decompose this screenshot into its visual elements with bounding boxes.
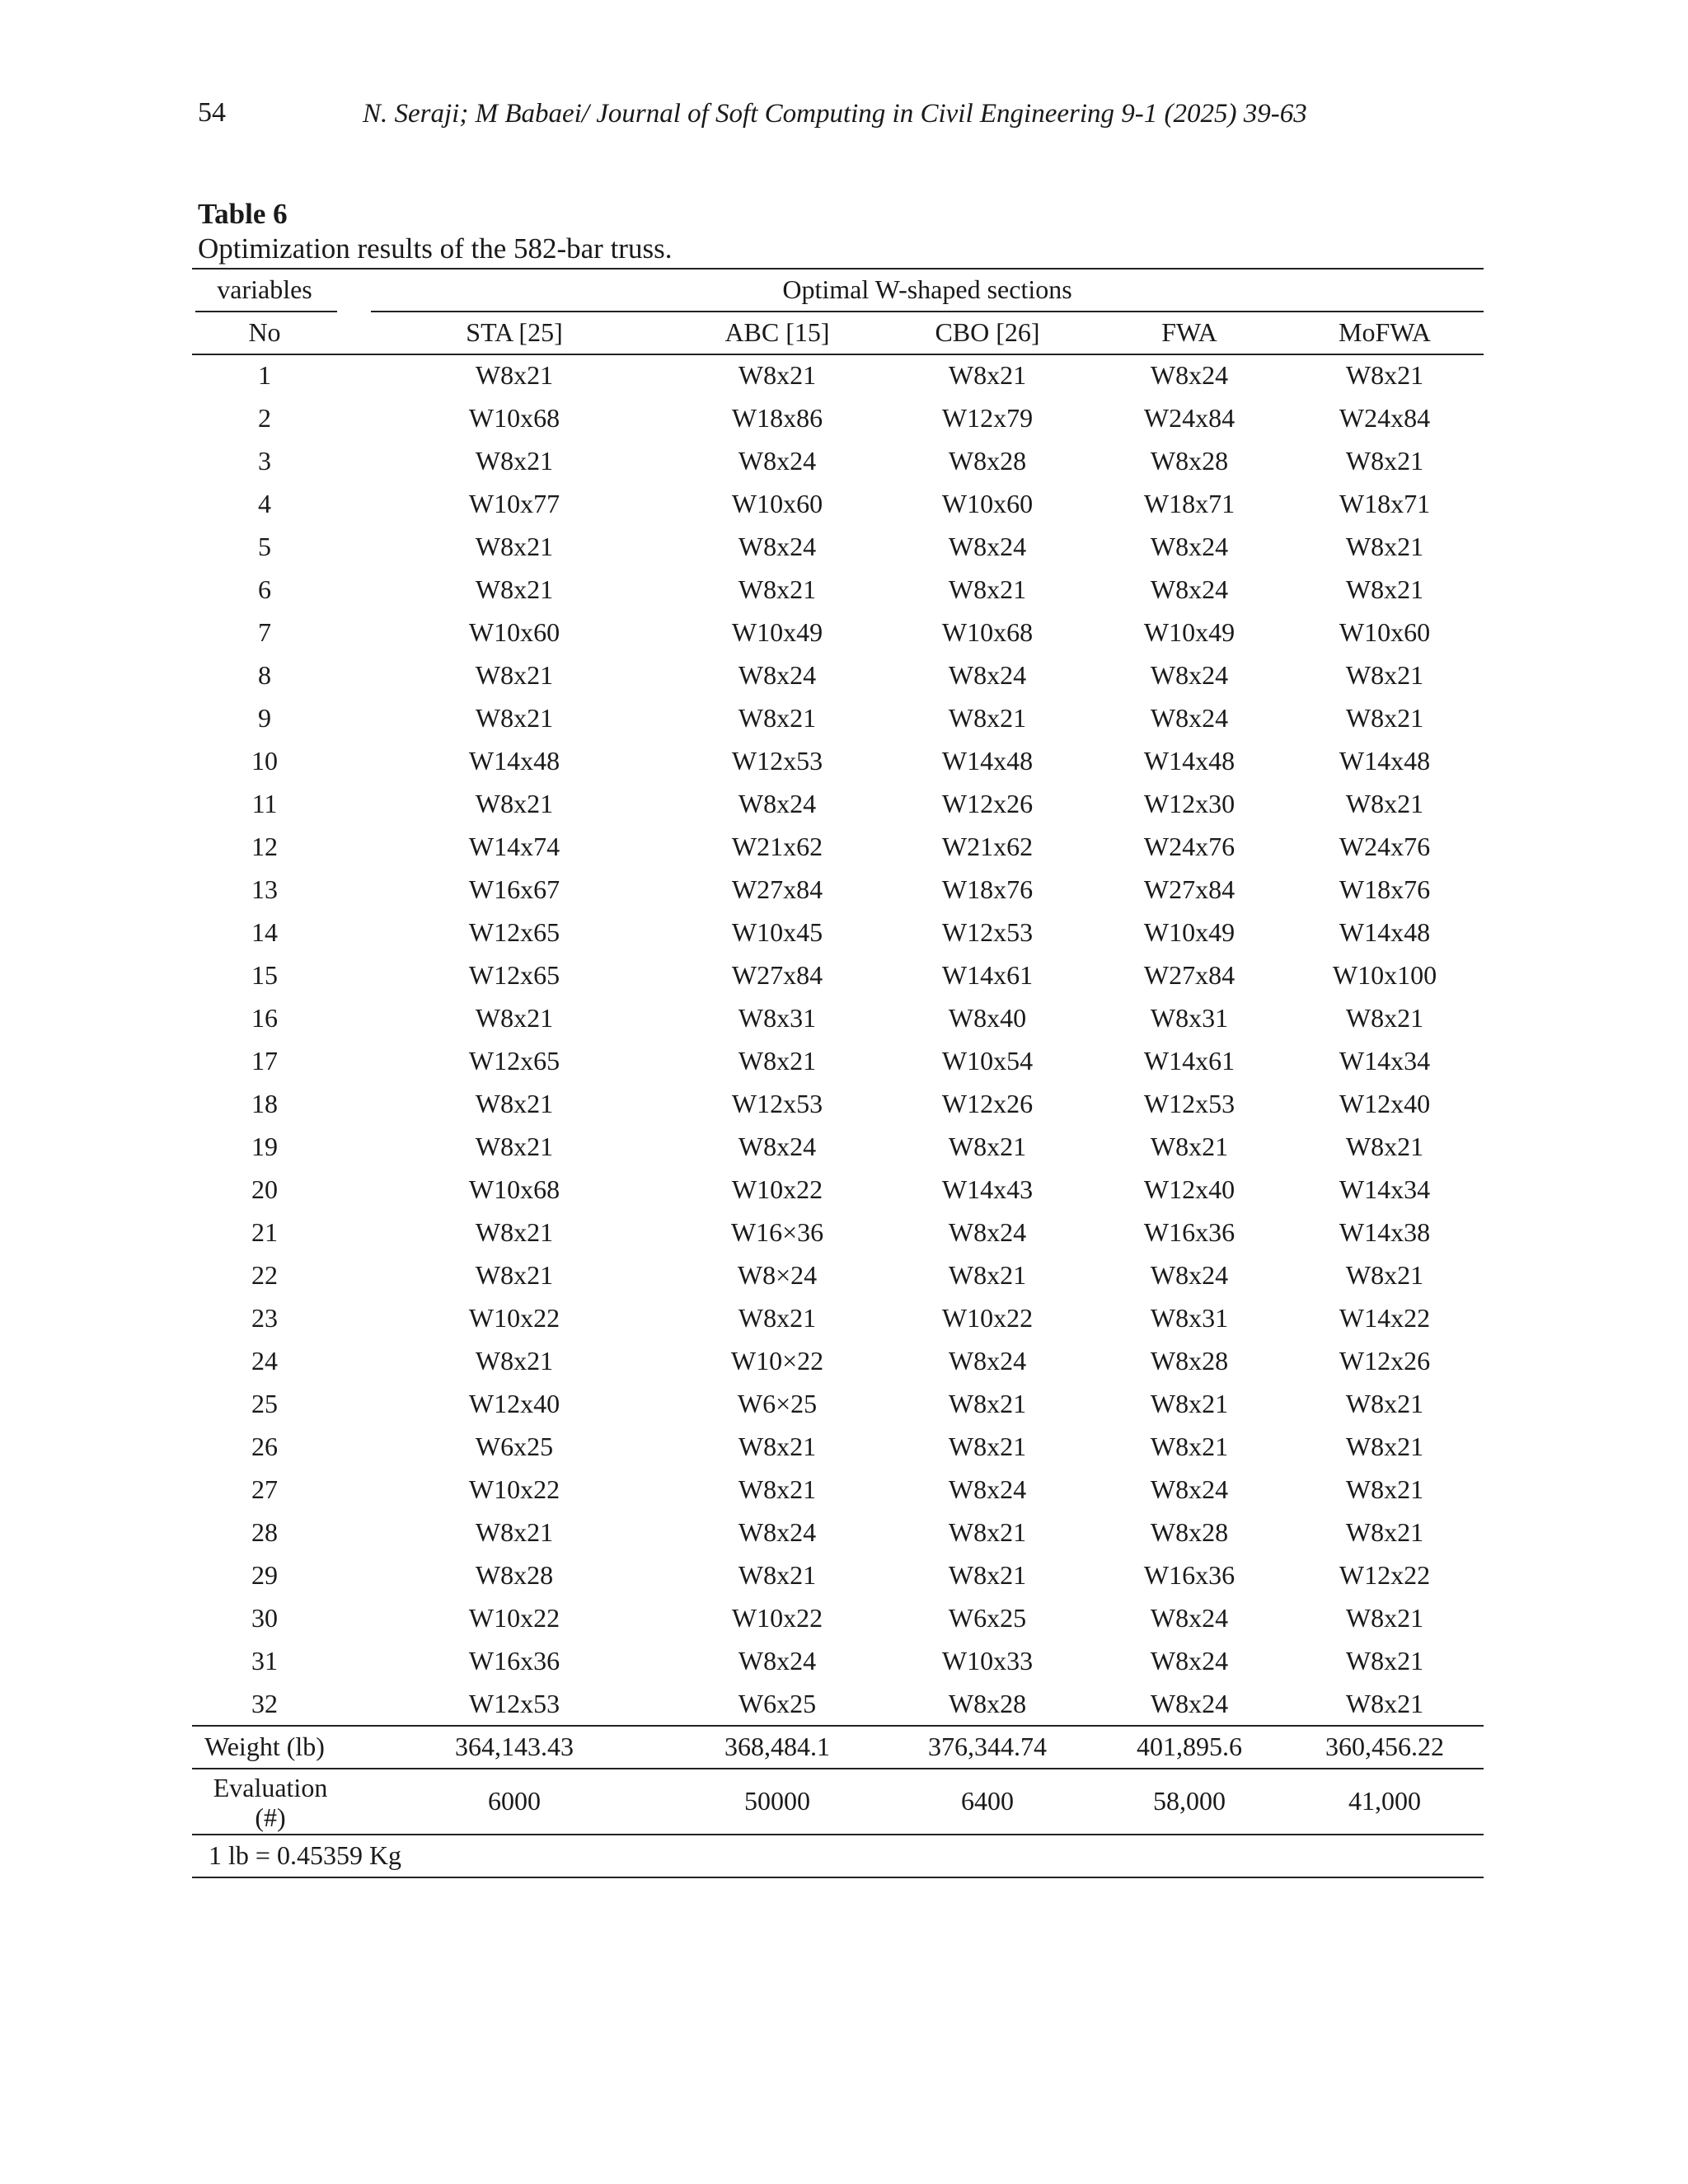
section-cell: W24x76 <box>1339 832 1431 861</box>
section-cell: W8x21 <box>948 360 1027 390</box>
section-cell: W14x61 <box>1143 1046 1236 1076</box>
table-row <box>192 439 1484 482</box>
column-header: ABC [15] <box>724 317 830 347</box>
section-cell: W8x21 <box>738 703 817 733</box>
table-row <box>192 1639 1484 1682</box>
section-cell: W10x60 <box>468 617 560 647</box>
section-cell: W24x84 <box>1339 403 1431 433</box>
section-cell: W8x24 <box>1150 1603 1229 1633</box>
section-cell: W12x65 <box>468 917 560 947</box>
section-cell: W10x22 <box>941 1303 1034 1333</box>
variable-number-cell: 6 <box>258 574 271 604</box>
table-row <box>192 1296 1484 1339</box>
variable-number-cell: 32 <box>251 1689 278 1718</box>
section-cell: W12x65 <box>468 1046 560 1076</box>
unit-footnote: 1 lb = 0.45359 Kg <box>209 1840 402 1870</box>
section-cell: W27x84 <box>731 874 823 904</box>
variable-number-cell: 9 <box>258 703 271 733</box>
weight-value: 368,484.1 <box>724 1732 830 1761</box>
table-row <box>192 654 1484 696</box>
evaluation-value: 6400 <box>961 1786 1014 1816</box>
evaluation-value: 58,000 <box>1153 1786 1226 1816</box>
weight-value: 376,344.74 <box>928 1732 1047 1761</box>
table-row <box>192 739 1484 782</box>
weight-label: Weight (lb) <box>204 1732 325 1761</box>
variable-number-cell: 16 <box>251 1003 278 1033</box>
section-cell: W10x60 <box>1339 617 1431 647</box>
section-cell: W24x76 <box>1143 832 1236 861</box>
section-cell: W16x36 <box>468 1646 560 1675</box>
variable-number-cell: 30 <box>251 1603 278 1633</box>
table-row <box>192 1554 1484 1596</box>
variable-number-cell: 24 <box>251 1346 278 1376</box>
section-cell: W10x68 <box>941 617 1034 647</box>
section-cell: W8x21 <box>1345 1646 1424 1675</box>
table-row <box>192 1682 1484 1725</box>
section-cell: W24x84 <box>1143 403 1236 433</box>
section-cell: W18x86 <box>731 403 823 433</box>
variable-number-cell: 5 <box>258 532 271 561</box>
variable-number-cell: 13 <box>251 874 278 904</box>
section-cell: W21x62 <box>731 832 823 861</box>
section-cell: W18x71 <box>1339 489 1431 518</box>
section-cell: W12x22 <box>1339 1560 1431 1590</box>
section-cell: W8x21 <box>948 1260 1027 1290</box>
section-cell: W8x21 <box>948 703 1027 733</box>
section-cell: W8x21 <box>475 360 554 390</box>
variable-number-cell: 18 <box>251 1089 278 1118</box>
section-cell: W10x22 <box>468 1303 560 1333</box>
section-cell: W8x21 <box>475 703 554 733</box>
section-cell: W8x24 <box>738 660 817 690</box>
table-row <box>192 1339 1484 1382</box>
section-cell: W12x53 <box>731 746 823 776</box>
evaluation-value: 50000 <box>744 1786 810 1816</box>
section-cell: W8x24 <box>1150 660 1229 690</box>
section-cell: W6x25 <box>475 1432 554 1461</box>
variable-number-cell: 31 <box>251 1646 278 1675</box>
section-cell: W8x21 <box>948 1389 1027 1418</box>
section-cell: W8x21 <box>1345 1517 1424 1547</box>
table-row <box>192 825 1484 868</box>
section-cell: W12x40 <box>1143 1174 1236 1204</box>
evaluation-label-line1: Evaluation <box>213 1773 328 1802</box>
table-row <box>192 1211 1484 1254</box>
section-cell: W8x24 <box>948 1217 1027 1247</box>
column-header: MoFWA <box>1338 317 1432 347</box>
section-cell: W12x53 <box>468 1689 560 1718</box>
section-cell: W8x24 <box>1150 532 1229 561</box>
table-row <box>192 996 1484 1039</box>
optimal-sections-header: Optimal W-shaped sections <box>782 274 1072 304</box>
section-cell: W8x24 <box>948 532 1027 561</box>
section-cell: W8x24 <box>738 1132 817 1161</box>
section-cell: W14x34 <box>1339 1174 1431 1204</box>
section-cell: W8x28 <box>1150 1346 1229 1376</box>
section-cell: W8x21 <box>475 1217 554 1247</box>
section-cell: W8x21 <box>738 360 817 390</box>
section-cell: W10x77 <box>468 489 560 518</box>
section-cell: W8x28 <box>1150 1517 1229 1547</box>
section-cell: W8x24 <box>738 1517 817 1547</box>
section-cell: W8x24 <box>948 1474 1027 1504</box>
evaluation-label <box>192 1773 349 1832</box>
section-cell: W10x68 <box>468 1174 560 1204</box>
section-cell: W8x24 <box>1150 360 1229 390</box>
table-bottom-rule <box>192 1877 1484 1878</box>
table-label: Table 6 <box>198 198 288 230</box>
variable-number-cell: 29 <box>251 1560 278 1590</box>
section-cell: W18x76 <box>1339 874 1431 904</box>
section-cell: W10x100 <box>1332 960 1437 990</box>
section-cell: W12x26 <box>941 1089 1034 1118</box>
section-cell: W8x21 <box>738 1432 817 1461</box>
table-row <box>192 611 1484 654</box>
section-cell: W14x48 <box>1339 917 1431 947</box>
section-cell: W16x36 <box>1143 1560 1236 1590</box>
evaluation-label-line2: (#) <box>255 1802 286 1832</box>
section-cell: W8x24 <box>738 446 817 476</box>
section-cell: W10x60 <box>941 489 1034 518</box>
section-cell: W8x21 <box>948 1517 1027 1547</box>
section-cell: W10x22 <box>468 1603 560 1633</box>
section-cell: W8x21 <box>738 1046 817 1076</box>
section-cell: W6x25 <box>948 1603 1027 1633</box>
column-header: FWA <box>1161 317 1217 347</box>
table-row <box>192 1039 1484 1082</box>
variable-number-cell: 12 <box>251 832 278 861</box>
table-row <box>192 1596 1484 1639</box>
section-cell: W10x49 <box>731 617 823 647</box>
section-cell: W27x84 <box>1143 874 1236 904</box>
section-cell: W8x21 <box>738 1474 817 1504</box>
section-cell: W8x21 <box>738 1560 817 1590</box>
section-cell: W12x65 <box>468 960 560 990</box>
section-cell: W8x31 <box>738 1003 817 1033</box>
section-cell: W8x24 <box>1150 1474 1229 1504</box>
section-cell: W8x21 <box>1345 1474 1424 1504</box>
weight-value: 401,895.6 <box>1137 1732 1242 1761</box>
variables-header: variables <box>217 274 312 304</box>
section-cell: W8x21 <box>1345 1432 1424 1461</box>
section-cell: W18x76 <box>941 874 1034 904</box>
section-cell: W10x68 <box>468 403 560 433</box>
column-header: CBO [26] <box>935 317 1040 347</box>
section-cell: W16×36 <box>730 1217 824 1247</box>
section-cell: W8x21 <box>1345 1389 1424 1418</box>
section-cell: W10x22 <box>731 1174 823 1204</box>
section-cell: W12x40 <box>468 1389 560 1418</box>
section-cell: W10x45 <box>731 917 823 947</box>
variable-number-cell: 19 <box>251 1132 278 1161</box>
section-cell: W8x21 <box>475 1346 554 1376</box>
variable-number-cell: 10 <box>251 746 278 776</box>
page-number: 54 <box>198 97 226 128</box>
variable-number-cell: 21 <box>251 1217 278 1247</box>
section-cell: W8x24 <box>948 1346 1027 1376</box>
section-cell: W10x22 <box>731 1603 823 1633</box>
section-cell: W8x21 <box>1345 574 1424 604</box>
evaluation-value: 6000 <box>488 1786 541 1816</box>
table-row <box>192 568 1484 611</box>
group-header-row <box>192 268 1484 311</box>
column-header-row <box>192 311 1484 354</box>
table-row <box>192 1468 1484 1511</box>
section-cell: W10×22 <box>730 1346 824 1376</box>
variable-number-cell: 7 <box>258 617 271 647</box>
section-cell: W8x21 <box>1150 1432 1229 1461</box>
section-cell: W10x54 <box>941 1046 1034 1076</box>
section-cell: W16x36 <box>1143 1217 1236 1247</box>
table-caption: Optimization results of the 582-bar truss. <box>198 232 673 265</box>
section-cell: W12x30 <box>1143 789 1236 818</box>
section-cell: W8x28 <box>475 1560 554 1590</box>
section-cell: W8x21 <box>475 1089 554 1118</box>
section-cell: W8x21 <box>1150 1389 1229 1418</box>
table-row <box>192 482 1484 525</box>
section-cell: W14x22 <box>1339 1303 1431 1333</box>
section-cell: W12x40 <box>1339 1089 1431 1118</box>
section-cell: W14x48 <box>941 746 1034 776</box>
section-cell: W8x21 <box>475 574 554 604</box>
section-cell: W27x84 <box>1143 960 1236 990</box>
section-cell: W8x24 <box>1150 1646 1229 1675</box>
table-row <box>192 354 1484 396</box>
section-cell: W8x21 <box>1345 660 1424 690</box>
running-header: N. Seraji; M Babaei/ Journal of Soft Computing in Civil Engineering 9-1 (2025) 39-63 <box>363 99 1307 129</box>
footnote-row <box>192 1834 1484 1877</box>
section-cell: W8x21 <box>948 1432 1027 1461</box>
section-cell: W18x71 <box>1143 489 1236 518</box>
section-cell: W8x21 <box>738 574 817 604</box>
table-row <box>192 1382 1484 1425</box>
section-cell: W12x53 <box>731 1089 823 1118</box>
variable-number-cell: 14 <box>251 917 278 947</box>
variable-number-cell: 3 <box>258 446 271 476</box>
variable-number-cell: 20 <box>251 1174 278 1204</box>
variable-number-cell: 23 <box>251 1303 278 1333</box>
variable-number-cell: 28 <box>251 1517 278 1547</box>
section-cell: W14x34 <box>1339 1046 1431 1076</box>
weight-value: 360,456.22 <box>1325 1732 1444 1761</box>
section-cell: W27x84 <box>731 960 823 990</box>
section-cell: W8×24 <box>737 1260 818 1290</box>
section-cell: W8x21 <box>738 1303 817 1333</box>
section-cell: W8x21 <box>475 1517 554 1547</box>
section-cell: W8x24 <box>1150 1689 1229 1718</box>
section-cell: W14x48 <box>1339 746 1431 776</box>
section-cell: W8x21 <box>1345 1260 1424 1290</box>
section-cell: W8x31 <box>1150 1303 1229 1333</box>
table-row <box>192 954 1484 996</box>
section-cell: W14x48 <box>468 746 560 776</box>
variable-number-cell: 22 <box>251 1260 278 1290</box>
section-cell: W14x43 <box>941 1174 1034 1204</box>
section-cell: W12x53 <box>1143 1089 1236 1118</box>
section-cell: W10x60 <box>731 489 823 518</box>
section-cell: W10x49 <box>1143 617 1236 647</box>
variable-number-cell: 1 <box>258 360 271 390</box>
section-cell: W8x21 <box>1345 532 1424 561</box>
section-cell: W8x21 <box>1150 1132 1229 1161</box>
section-cell: W8x21 <box>948 1560 1027 1590</box>
section-cell: W12x26 <box>941 789 1034 818</box>
section-cell: W6×25 <box>737 1389 818 1418</box>
section-cell: W8x24 <box>738 532 817 561</box>
weight-value: 364,143.43 <box>455 1732 574 1761</box>
section-cell: W10x49 <box>1143 917 1236 947</box>
table-row <box>192 1425 1484 1468</box>
variable-number-cell: 15 <box>251 960 278 990</box>
section-cell: W8x24 <box>948 660 1027 690</box>
variable-number-cell: 27 <box>251 1474 278 1504</box>
section-cell: W16x67 <box>468 874 560 904</box>
table-row <box>192 1511 1484 1554</box>
section-cell: W8x28 <box>948 446 1027 476</box>
evaluation-row <box>192 1768 1484 1834</box>
table-row <box>192 696 1484 739</box>
variable-number-cell: 8 <box>258 660 271 690</box>
table-row <box>192 525 1484 568</box>
section-cell: W8x21 <box>475 1003 554 1033</box>
table-row <box>192 1082 1484 1125</box>
table-row <box>192 911 1484 954</box>
section-cell: W8x24 <box>1150 574 1229 604</box>
section-cell: W8x24 <box>738 789 817 818</box>
table-row <box>192 782 1484 825</box>
section-cell: W8x21 <box>948 1132 1027 1161</box>
section-cell: W6x25 <box>738 1689 817 1718</box>
variable-number-cell: 17 <box>251 1046 278 1076</box>
weight-row <box>192 1725 1484 1768</box>
section-cell: W8x40 <box>948 1003 1027 1033</box>
section-cell: W8x24 <box>738 1646 817 1675</box>
table-row <box>192 1125 1484 1168</box>
variable-number-cell: 2 <box>258 403 271 433</box>
section-cell: W8x21 <box>475 789 554 818</box>
section-cell: W8x28 <box>1150 446 1229 476</box>
table-row <box>192 396 1484 439</box>
section-cell: W8x21 <box>475 1132 554 1161</box>
section-cell: W8x21 <box>1345 1132 1424 1161</box>
table-row <box>192 1254 1484 1296</box>
section-cell: W14x61 <box>941 960 1034 990</box>
section-cell: W8x21 <box>1345 1003 1424 1033</box>
section-cell: W21x62 <box>941 832 1034 861</box>
table-row <box>192 868 1484 911</box>
section-cell: W8x21 <box>475 446 554 476</box>
section-cell: W14x38 <box>1339 1217 1431 1247</box>
section-cell: W12x79 <box>941 403 1034 433</box>
section-cell: W8x21 <box>1345 1689 1424 1718</box>
section-cell: W14x74 <box>468 832 560 861</box>
section-cell: W8x21 <box>1345 360 1424 390</box>
evaluation-value: 41,000 <box>1348 1786 1421 1816</box>
section-cell: W8x24 <box>1150 1260 1229 1290</box>
variable-number-cell: 25 <box>251 1389 278 1418</box>
variable-number-cell: 4 <box>258 489 271 518</box>
section-cell: W10x33 <box>941 1646 1034 1675</box>
column-header: No <box>248 317 281 347</box>
table-row <box>192 1168 1484 1211</box>
section-cell: W8x21 <box>1345 703 1424 733</box>
column-header: STA [25] <box>466 317 563 347</box>
section-cell: W10x22 <box>468 1474 560 1504</box>
section-cell: W8x28 <box>948 1689 1027 1718</box>
variable-number-cell: 26 <box>251 1432 278 1461</box>
section-cell: W8x21 <box>1345 789 1424 818</box>
section-cell: W8x21 <box>475 1260 554 1290</box>
section-cell: W8x24 <box>1150 703 1229 733</box>
section-cell: W14x48 <box>1143 746 1236 776</box>
section-cell: W8x31 <box>1150 1003 1229 1033</box>
section-cell: W8x21 <box>475 660 554 690</box>
section-cell: W12x26 <box>1339 1346 1431 1376</box>
section-cell: W8x21 <box>948 574 1027 604</box>
section-cell: W8x21 <box>1345 1603 1424 1633</box>
section-cell: W8x21 <box>1345 446 1424 476</box>
section-cell: W8x21 <box>475 532 554 561</box>
section-cell: W12x53 <box>941 917 1034 947</box>
variable-number-cell: 11 <box>251 789 278 818</box>
